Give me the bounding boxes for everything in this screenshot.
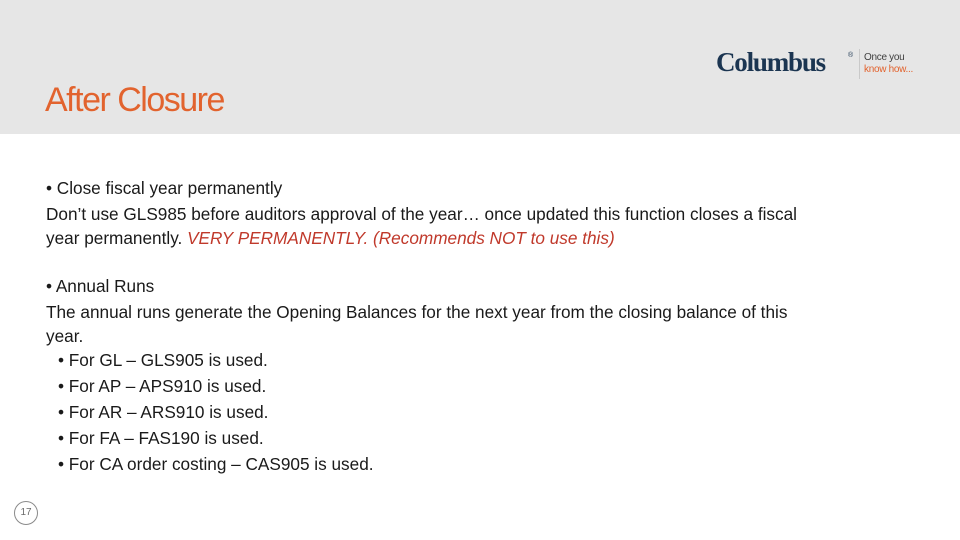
page-number: 17: [14, 501, 38, 525]
section-annual-runs: [46, 273, 926, 477]
list-item: • For AP – APS910 is used.: [58, 376, 267, 396]
section-close-fiscal-year: [46, 175, 926, 249]
logo-tagline-line1: Once you: [864, 52, 905, 63]
list-item: • For GL – GLS905 is used.: [58, 350, 268, 370]
section-text-line: year.: [46, 326, 84, 346]
list-item: • For FA – FAS190 is used.: [58, 428, 264, 448]
section-text-line: Don’t use GLS985 before auditors approval of the year… once updated this function closes a fiscal: [46, 204, 797, 224]
registered-mark: ®: [848, 52, 854, 59]
section-bullet: • Close fiscal year permanently: [46, 178, 283, 198]
logo-tagline-line2: know how...: [864, 64, 913, 75]
columbus-logo: [716, 44, 916, 84]
section-bullet: • Annual Runs: [46, 276, 155, 296]
slide-body: [46, 175, 926, 477]
section-spacer: [46, 249, 926, 273]
section-text: year permanently.: [46, 228, 188, 248]
section-text-line: The annual runs generate the Opening Balances for the next year from the closing balance of this: [46, 302, 788, 322]
warning-text: VERY PERMANENTLY. (Recommends NOT to use this): [187, 228, 615, 248]
list-item: • For AR – ARS910 is used.: [58, 402, 269, 422]
list-item: • For CA order costing – CAS905 is used.: [58, 454, 374, 474]
logo-divider: [859, 49, 860, 79]
logo-wordmark: Columbus: [716, 47, 825, 77]
section-text-line: [46, 227, 926, 249]
slide-title: After Closure: [45, 81, 224, 119]
